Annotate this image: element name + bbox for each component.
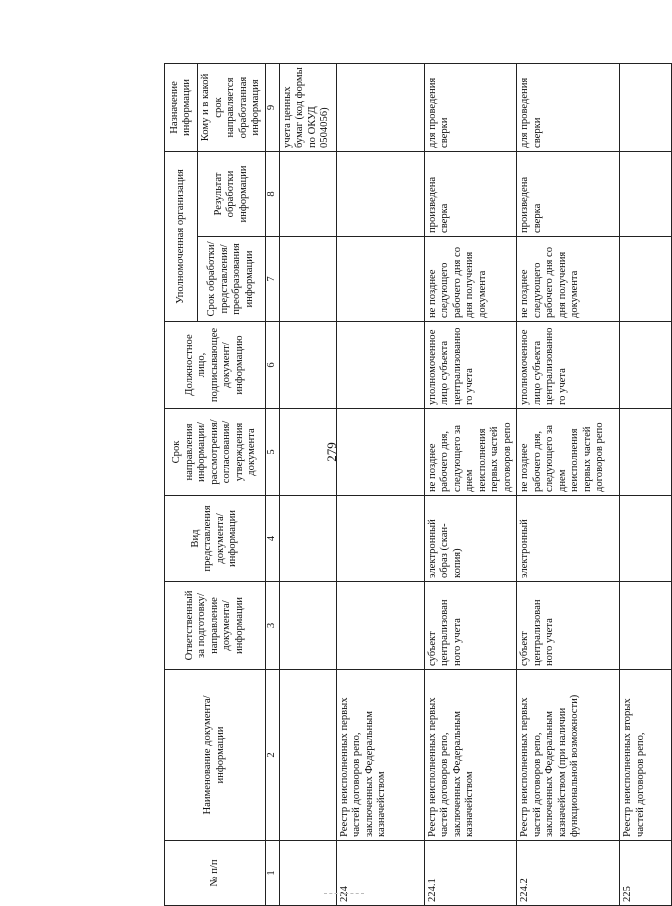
table-row bbox=[424, 64, 517, 906]
cell-processing-result: произведена сверка bbox=[517, 152, 620, 237]
cell-recipient bbox=[620, 64, 672, 152]
cell-recipient: учета ценных бумаг (код формы по ОКУД 0504056) bbox=[279, 64, 336, 152]
cell-signing-official bbox=[279, 322, 336, 409]
table-row bbox=[336, 64, 424, 906]
cell-document-name: Реестр неисполненных первых частей договоров репо, заключенных Федеральным казначейством bbox=[336, 670, 424, 841]
cell-processing-result bbox=[620, 152, 672, 237]
cell-deadline bbox=[620, 409, 672, 496]
column-number-8: 8 bbox=[265, 152, 279, 237]
cell-responsible bbox=[620, 582, 672, 670]
cell-recipient: для проведения сверки bbox=[424, 64, 517, 152]
cell-number: 224 bbox=[336, 841, 424, 906]
rotated-page-content bbox=[164, 64, 646, 906]
cell-deadline bbox=[279, 409, 336, 496]
header-recipient: Кому и в какой срок направляется обработанная информация bbox=[198, 64, 266, 152]
header-authorized-organization: Уполномоченная организация bbox=[165, 152, 198, 322]
cell-responsible bbox=[279, 582, 336, 670]
column-number-3: 3 bbox=[265, 582, 279, 670]
cell-processing-result bbox=[336, 152, 424, 237]
cell-presentation-type bbox=[336, 496, 424, 582]
document-table bbox=[164, 63, 672, 906]
cell-document-name: Реестр неисполненных вторых частей договоров репо, bbox=[620, 670, 672, 841]
header-document-name: Наименование документа/ информации bbox=[165, 670, 266, 841]
column-number-1: 1 bbox=[265, 841, 279, 906]
header-presentation-type: Вид представления документа/ информации bbox=[165, 496, 266, 582]
page-number: 279 bbox=[324, 442, 339, 462]
header-number: № п/п bbox=[165, 841, 266, 906]
cell-recipient bbox=[336, 64, 424, 152]
header-deadline: Срок направления информации/ рассмотрения/ согласования/ утверждения документа bbox=[165, 409, 266, 496]
column-number-4: 4 bbox=[265, 496, 279, 582]
cell-deadline: не позднее рабочего дня, следующего за днем неисполнения первых частей договоров репо bbox=[424, 409, 517, 496]
column-number-2: 2 bbox=[265, 670, 279, 841]
page-bottom-rule bbox=[324, 893, 364, 894]
cell-processing-deadline: не позднее следующего рабочего дня со дня получения документа bbox=[517, 237, 620, 322]
cell-presentation-type: электронный bbox=[517, 496, 620, 582]
cell-deadline bbox=[336, 409, 424, 496]
column-number-9: 9 bbox=[265, 64, 279, 152]
cell-processing-result bbox=[279, 152, 336, 237]
table-row bbox=[279, 64, 336, 906]
header-information-purpose: Назначение информации bbox=[165, 64, 198, 152]
cell-number bbox=[279, 841, 336, 906]
cell-processing-deadline: не позднее следующего рабочего дня со дня получения документа bbox=[424, 237, 517, 322]
table-row bbox=[620, 64, 672, 906]
cell-responsible: субъект централизован ного учета bbox=[424, 582, 517, 670]
header-processing-result: Результат обработки информации bbox=[198, 152, 266, 237]
cell-responsible bbox=[336, 582, 424, 670]
cell-signing-official: уполномоченное лицо субъекта централизованно го учета bbox=[517, 322, 620, 409]
cell-recipient: для проведения сверки bbox=[517, 64, 620, 152]
header-responsible: Ответственный за подготовку/ направление документа/ информации bbox=[165, 582, 266, 670]
cell-processing-result: произведена сверка bbox=[424, 152, 517, 237]
cell-processing-deadline bbox=[279, 237, 336, 322]
cell-document-name: Реестр неисполненных первых частей договоров репо, заключенных Федеральным казначейством (при наличии функциональной возможности) bbox=[517, 670, 620, 841]
cell-number: 224.2 bbox=[517, 841, 620, 906]
cell-signing-official bbox=[620, 322, 672, 409]
cell-signing-official: уполномоченное лицо субъекта централизованно го учета bbox=[424, 322, 517, 409]
cell-document-name: Реестр неисполненных первых частей договоров репо, заключенных Федеральным казначейством bbox=[424, 670, 517, 841]
header-processing-deadline: Срок обработки/ представления/ преобразования информации bbox=[198, 237, 266, 322]
column-number-7: 7 bbox=[265, 237, 279, 322]
cell-presentation-type bbox=[620, 496, 672, 582]
cell-presentation-type bbox=[279, 496, 336, 582]
cell-processing-deadline bbox=[620, 237, 672, 322]
cell-document-name bbox=[279, 670, 336, 841]
column-number-6: 6 bbox=[265, 322, 279, 409]
cell-deadline: не позднее рабочего дня, следующего за днем неисполнения первых частей договоров репо bbox=[517, 409, 620, 496]
cell-presentation-type: электронный образ (скан-копия) bbox=[424, 496, 517, 582]
cell-signing-official bbox=[336, 322, 424, 409]
cell-processing-deadline bbox=[336, 237, 424, 322]
column-number-5: 5 bbox=[265, 409, 279, 496]
cell-number: 224.1 bbox=[424, 841, 517, 906]
cell-number: 225 bbox=[620, 841, 672, 906]
table-row bbox=[517, 64, 620, 906]
header-signing-official: Должностное лицо, подписывающее документ/ информацию bbox=[165, 322, 266, 409]
cell-responsible: субъект централизован ного учета bbox=[517, 582, 620, 670]
